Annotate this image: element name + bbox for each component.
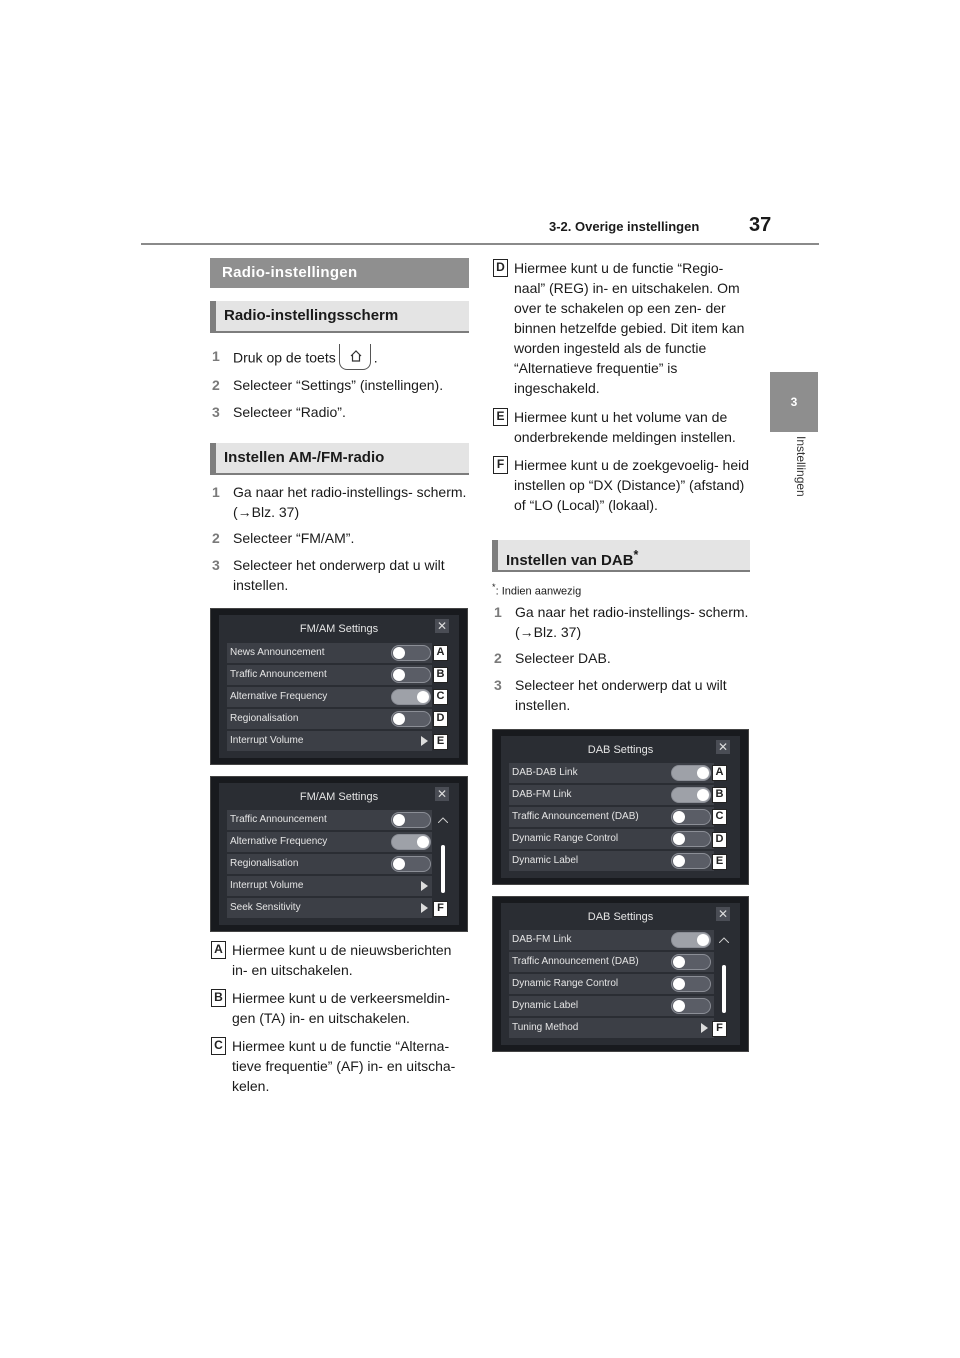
chapter-tab: 3	[770, 372, 818, 432]
toggle-switch	[391, 689, 431, 705]
step-item: 2 Selecteer “Settings” (instellingen).	[212, 377, 444, 393]
callout-label: B	[712, 787, 727, 803]
callout-label: C	[712, 809, 727, 825]
close-icon: ✕	[436, 619, 448, 633]
callout-label: F	[712, 1021, 727, 1037]
toggle-switch	[391, 711, 431, 727]
scrollbar	[722, 965, 726, 1013]
running-header: 3-2. Overige instellingen	[549, 219, 700, 234]
step-item: 2 Selecteer “FM/AM”.	[212, 530, 355, 546]
screen-title: FM/AM Settings	[299, 791, 379, 803]
step-item: 2 Selecteer DAB.	[494, 650, 611, 666]
scrollbar	[441, 845, 445, 893]
step-item: 3 Selecteer het onderwerp dat u wilt instellen.	[494, 677, 727, 713]
setting-row: News Announcement	[227, 643, 432, 663]
arrow-right-icon	[421, 881, 428, 891]
fmam-settings-screenshot-1	[210, 608, 468, 765]
callout-label: F	[433, 901, 448, 917]
footnote: *: Indien aanwezig	[492, 582, 582, 598]
description-item: C Hiermee kunt u de functie “Alterna- tieve frequentie” (AF) in- en uitscha- kelen.	[211, 1036, 469, 1096]
setting-row: Tuning Method	[509, 1018, 714, 1038]
setting-row: Traffic Announcement	[227, 665, 432, 685]
page-number: 37	[749, 214, 772, 236]
screen-title: DAB Settings	[587, 911, 654, 923]
setting-row: Regionalisation	[227, 709, 432, 729]
section-heading-radio-settings: Radio-instellingen	[210, 258, 469, 288]
close-icon: ✕	[717, 740, 729, 754]
callout-label: D	[493, 259, 508, 277]
callout-label: A	[211, 941, 226, 959]
toggle-switch	[391, 667, 431, 683]
home-key-icon	[339, 344, 371, 370]
screen-title: FM/AM Settings	[299, 623, 379, 635]
step-item: 1 Ga naar het radio-instellings- scherm. (→Blz. 37)	[212, 484, 467, 520]
callout-label: C	[211, 1037, 226, 1055]
toggle-switch	[671, 831, 711, 847]
setting-row: Seek Sensitivity	[227, 898, 432, 918]
description-item: B Hiermee kunt u de verkeersmeldin- gen (TA) in- en uitschakelen.	[211, 988, 469, 1028]
setting-row: Interrupt Volume	[227, 876, 432, 896]
callout-label: B	[211, 989, 226, 1007]
description-item: F Hiermee kunt u de zoekgevoelig- heid instellen op “DX (Distance)” (afstand) of “LO (Local)” (lokaal).	[493, 455, 751, 515]
setting-row: Dynamic Range Control	[509, 829, 714, 849]
footnote-asterisk: *	[633, 548, 639, 562]
setting-row: Traffic Announcement (DAB)	[509, 952, 714, 972]
header-rule	[141, 243, 819, 245]
setting-row: Alternative Frequency	[227, 832, 432, 852]
callout-label: B	[433, 667, 448, 683]
dab-settings-screenshot-2	[492, 896, 749, 1052]
description-item: E Hiermee kunt u het volume van de onderbrekende meldingen instellen.	[493, 407, 751, 447]
callout-label: A	[712, 765, 727, 781]
setting-row: Alternative Frequency	[227, 687, 432, 707]
toggle-switch	[671, 787, 711, 803]
close-icon: ✕	[436, 787, 448, 801]
step-item: 1 Druk op de toets .	[212, 346, 469, 372]
chapter-label: Instellingen	[794, 436, 808, 497]
toggle-switch	[391, 856, 431, 872]
setting-row: DAB-FM Link	[509, 930, 714, 950]
toggle-switch	[671, 932, 711, 948]
setting-row: Interrupt Volume	[227, 731, 432, 751]
toggle-switch	[391, 645, 431, 661]
toggle-switch	[391, 834, 431, 850]
scroll-up-icon	[438, 817, 448, 823]
callout-label: A	[433, 645, 448, 661]
setting-row: Traffic Announcement	[227, 810, 432, 830]
toggle-switch	[671, 853, 711, 869]
toggle-switch	[671, 998, 711, 1014]
subheading-radio-settings-screen: Radio-instellingsscherm	[210, 301, 469, 333]
toggle-switch	[671, 765, 711, 781]
setting-row: DAB-FM Link	[509, 785, 714, 805]
subheading-dab: Instellen van DAB*	[492, 540, 750, 572]
screen-title: DAB Settings	[587, 744, 654, 756]
setting-row: Dynamic Range Control	[509, 974, 714, 994]
callout-label: F	[493, 456, 508, 474]
step-text: Druk op de toets	[233, 349, 336, 366]
dab-settings-screenshot-1	[492, 729, 749, 885]
setting-row: Regionalisation	[227, 854, 432, 874]
scroll-up-icon	[719, 937, 729, 943]
toggle-switch	[671, 976, 711, 992]
arrow-right-icon	[421, 736, 428, 746]
callout-label: D	[433, 711, 448, 727]
setting-row: Traffic Announcement (DAB)	[509, 807, 714, 827]
setting-row: DAB-DAB Link	[509, 763, 714, 783]
toggle-switch	[391, 812, 431, 828]
description-item: A Hiermee kunt u de nieuwsberichten in- en uitschakelen.	[211, 940, 469, 980]
callout-label: E	[712, 854, 727, 870]
toggle-switch	[671, 954, 711, 970]
subheading-amfm: Instellen AM-/FM-radio	[210, 443, 469, 475]
callout-label: E	[433, 734, 448, 750]
step-item: 3 Selecteer het onderwerp dat u wilt instellen.	[212, 557, 445, 593]
callout-label: E	[493, 408, 508, 426]
step-item: 3 Selecteer “Radio”.	[212, 404, 346, 420]
step-item: 1 Ga naar het radio-instellings- scherm. (→Blz. 37)	[494, 604, 749, 640]
setting-row: Dynamic Label	[509, 851, 714, 871]
setting-row: Dynamic Label	[509, 996, 714, 1016]
description-item: D Hiermee kunt u de functie “Regio- naal” (REG) in- en uitschakelen. Om over te schakelen op een zen- der binnen hetzelfde gebied. Dit item kan worden ingesteld als de functie “Alternatieve frequentie” is ingeschakeld.	[493, 258, 751, 398]
step-number: 1	[212, 348, 220, 364]
callout-label: C	[433, 689, 448, 705]
toggle-switch	[671, 809, 711, 825]
callout-label: D	[712, 832, 727, 848]
fmam-settings-screenshot-2	[210, 776, 468, 932]
arrow-right-icon	[421, 903, 428, 913]
arrow-right-icon	[701, 1023, 708, 1033]
close-icon: ✕	[717, 907, 729, 921]
